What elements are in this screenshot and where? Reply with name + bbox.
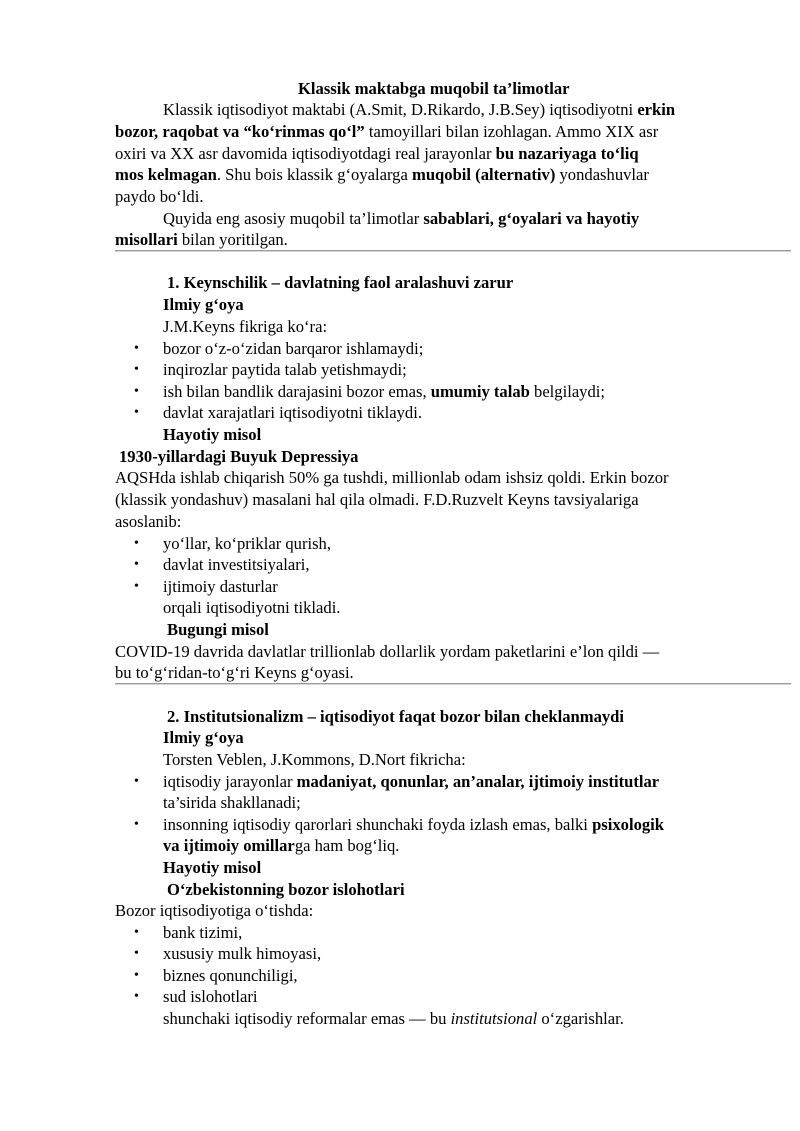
intro-line: mos kelmagan. Shu bois klassik g‘oyalarga muqobil (alternativ) yondashuvlar — [115, 165, 649, 184]
idea-intro: J.M.Keyns fikriga ko‘ra: — [163, 317, 328, 336]
bullet-marker: • — [134, 341, 139, 356]
bullet-marker: • — [134, 384, 139, 399]
document-title: Klassik maktabga muqobil ta’limotlar — [298, 79, 570, 98]
intro-line: Quyida eng asosiy muqobil ta’limotlar sabablari, g‘oyalari va hayotiy — [163, 209, 640, 228]
example-title: 1930-yillardagi Buyuk Depressiya — [119, 447, 359, 466]
list-item: insonning iqtisodiy qarorlari shunchaki foyda izlash emas, balki psixologik — [163, 815, 664, 834]
list-item: ijtimoiy dasturlar — [163, 577, 278, 596]
list-item: yo‘llar, ko‘priklar qurish, — [163, 534, 331, 553]
bullet-marker: • — [134, 557, 139, 572]
intro-line: Klassik iqtisodiyot maktabi (A.Smit, D.Rikardo, J.B.Sey) iqtisodiyotni erkin — [163, 100, 676, 119]
bullet-marker: • — [134, 362, 139, 377]
list-item: ish bilan bandlik darajasini bozor emas, umumiy talab belgilaydi; — [163, 382, 605, 401]
list-item: xususiy mulk himoyasi, — [163, 944, 322, 963]
paragraph-line: shunchaki iqtisodiy reformalar emas — bu institutsional o‘zgarishlar. — [163, 1009, 624, 1028]
paragraph-line: AQSHda ishlab chiqarish 50% ga tushdi, millionlab odam ishsiz qoldi. Erkin bozor — [115, 468, 669, 487]
paragraph-line: orqali iqtisodiyotni tikladi. — [163, 598, 341, 617]
subheading-idea: Ilmiy g‘oya — [163, 295, 244, 314]
subheading-today-example: Bugungi misol — [167, 620, 269, 639]
list-item: davlat xarajatlari iqtisodiyotni tiklaydi. — [163, 403, 422, 422]
bullet-marker: • — [134, 968, 139, 983]
paragraph-line: (klassik yondashuv) masalani hal qila olmadi. F.D.Ruzvelt Keyns tavsiyalariga — [115, 490, 639, 509]
list-item: sud islohotlari — [163, 987, 258, 1006]
bullet-marker: • — [134, 946, 139, 961]
subheading-life-example: Hayotiy misol — [163, 858, 262, 877]
list-item: bozor o‘z-o‘zidan barqaror ishlamaydi; — [163, 339, 424, 358]
paragraph-line: bu to‘g‘ridan-to‘g‘ri Keyns g‘oyasi. — [115, 663, 354, 682]
paragraph-line: asoslanib: — [115, 512, 182, 531]
section-divider — [115, 250, 791, 251]
intro-line: bozor, raqobat va “ko‘rinmas qo‘l” tamoyillari bilan izohlagan. Ammo XIX asr — [115, 122, 659, 141]
intro-line: misollari bilan yoritilgan. — [115, 230, 288, 249]
list-item: inqirozlar paytida talab yetishmaydi; — [163, 360, 407, 379]
bullet-marker: • — [134, 536, 139, 551]
paragraph-line: COVID-19 davrida davlatlar trillionlab dollarlik yordam paketlarini e’lon qildi — — [115, 642, 660, 661]
list-item: davlat investitsiyalari, — [163, 555, 310, 574]
example-title: O‘zbekistonning bozor islohotlari — [167, 880, 405, 899]
subheading-idea: Ilmiy g‘oya — [163, 728, 244, 747]
bullet-marker: • — [134, 774, 139, 789]
paragraph-line: Bozor iqtisodiyotiga o‘tishda: — [115, 901, 314, 920]
bullet-marker: • — [134, 925, 139, 940]
bullet-marker: • — [134, 579, 139, 594]
section-heading: 2. Institutsionalizm – iqtisodiyot faqat bozor bilan cheklanmaydi — [167, 707, 625, 726]
bullet-marker: • — [134, 817, 139, 832]
intro-line: paydo bo‘ldi. — [115, 187, 204, 206]
list-item: iqtisodiy jarayonlar madaniyat, qonunlar, an’analar, ijtimoiy institutlar — [163, 772, 660, 791]
list-item-continuation: va ijtimoiy omillarga ham bog‘liq. — [163, 836, 400, 855]
list-item: biznes qonunchiligi, — [163, 966, 298, 985]
subheading-life-example: Hayotiy misol — [163, 425, 262, 444]
bullet-marker: • — [134, 989, 139, 1004]
idea-intro: Torsten Veblen, J.Kommons, D.Nort fikricha: — [163, 750, 466, 769]
list-item-continuation: ta’sirida shakllanadi; — [163, 793, 301, 812]
section-heading: 1. Keynschilik – davlatning faol aralashuvi zarur — [167, 273, 514, 292]
section-divider — [115, 683, 791, 684]
bullet-marker: • — [134, 405, 139, 420]
list-item: bank tizimi, — [163, 923, 243, 942]
intro-line: oxiri va XX asr davomida iqtisodiyotdagi real jarayonlar bu nazariyaga to‘liq — [115, 144, 639, 163]
